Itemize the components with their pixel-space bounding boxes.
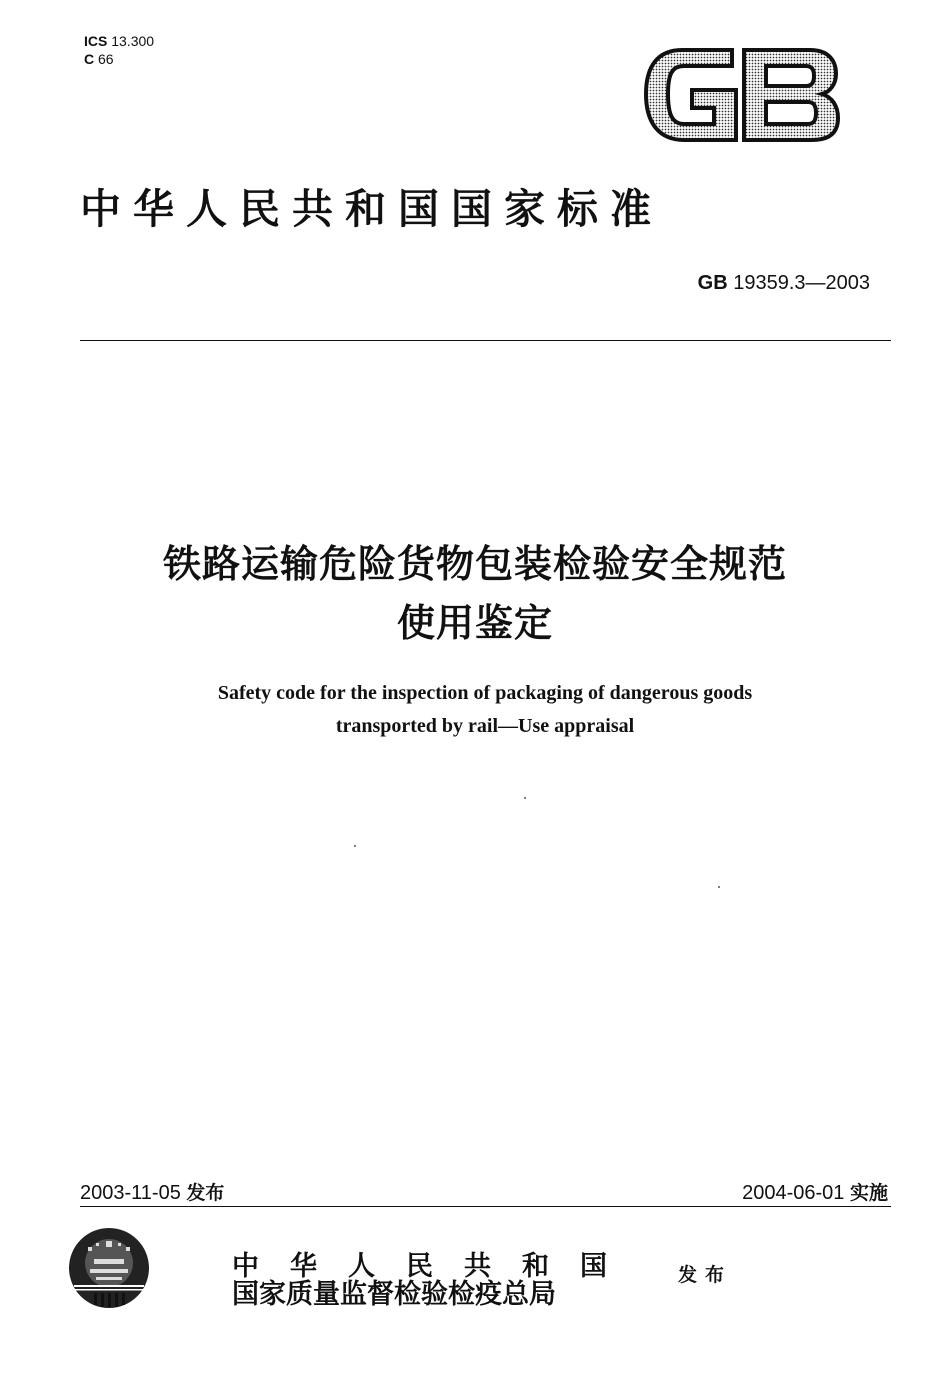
classification-codes	[84, 32, 154, 68]
issuer-line1: 中华人民共和国	[232, 1251, 638, 1282]
effective-date	[742, 1178, 888, 1205]
chinese-title-line2: 使用鉴定	[396, 601, 553, 645]
ccs-value: 66	[98, 51, 114, 67]
ccs-label: C	[84, 51, 95, 67]
issuer-line2: 国家质量监督检验检疫总局	[232, 1279, 556, 1310]
scan-speck	[718, 886, 720, 888]
issue-date-label: 发布	[186, 1182, 225, 1204]
publish-label: 发布	[678, 1264, 733, 1286]
scan-speck	[524, 797, 526, 799]
scan-speck	[354, 845, 356, 847]
standard-number	[698, 272, 870, 295]
bottom-divider	[80, 1206, 891, 1207]
ics-label: ICS	[84, 33, 108, 49]
standard-number-value: 19359.3—2003	[733, 272, 870, 294]
ccs-code	[84, 50, 154, 68]
effective-date-label: 实施	[849, 1182, 888, 1204]
ics-code	[84, 32, 154, 50]
gb-logo-text: GB	[640, 44, 642, 45]
standard-number-prefix: GB	[697, 272, 728, 294]
effective-date-value: 2004-06-01	[742, 1182, 845, 1204]
issue-date-value: 2003-11-05	[80, 1182, 181, 1204]
english-title-line2: transported by rail—Use appraisal	[335, 715, 635, 737]
issue-date	[80, 1178, 224, 1205]
top-divider	[80, 340, 891, 341]
english-title	[0, 677, 950, 743]
national-emblem-icon	[66, 1225, 152, 1311]
english-title-line1: Safety code for the inspection of packaging of dangerous goods	[217, 682, 753, 704]
ics-value: 13.300	[111, 33, 155, 49]
chinese-title-line1: 铁路运输危险货物包装检验安全规范	[162, 542, 787, 586]
gb-logo	[640, 44, 842, 146]
standard-org-title: 中华人民共和国国家标准	[80, 185, 663, 233]
